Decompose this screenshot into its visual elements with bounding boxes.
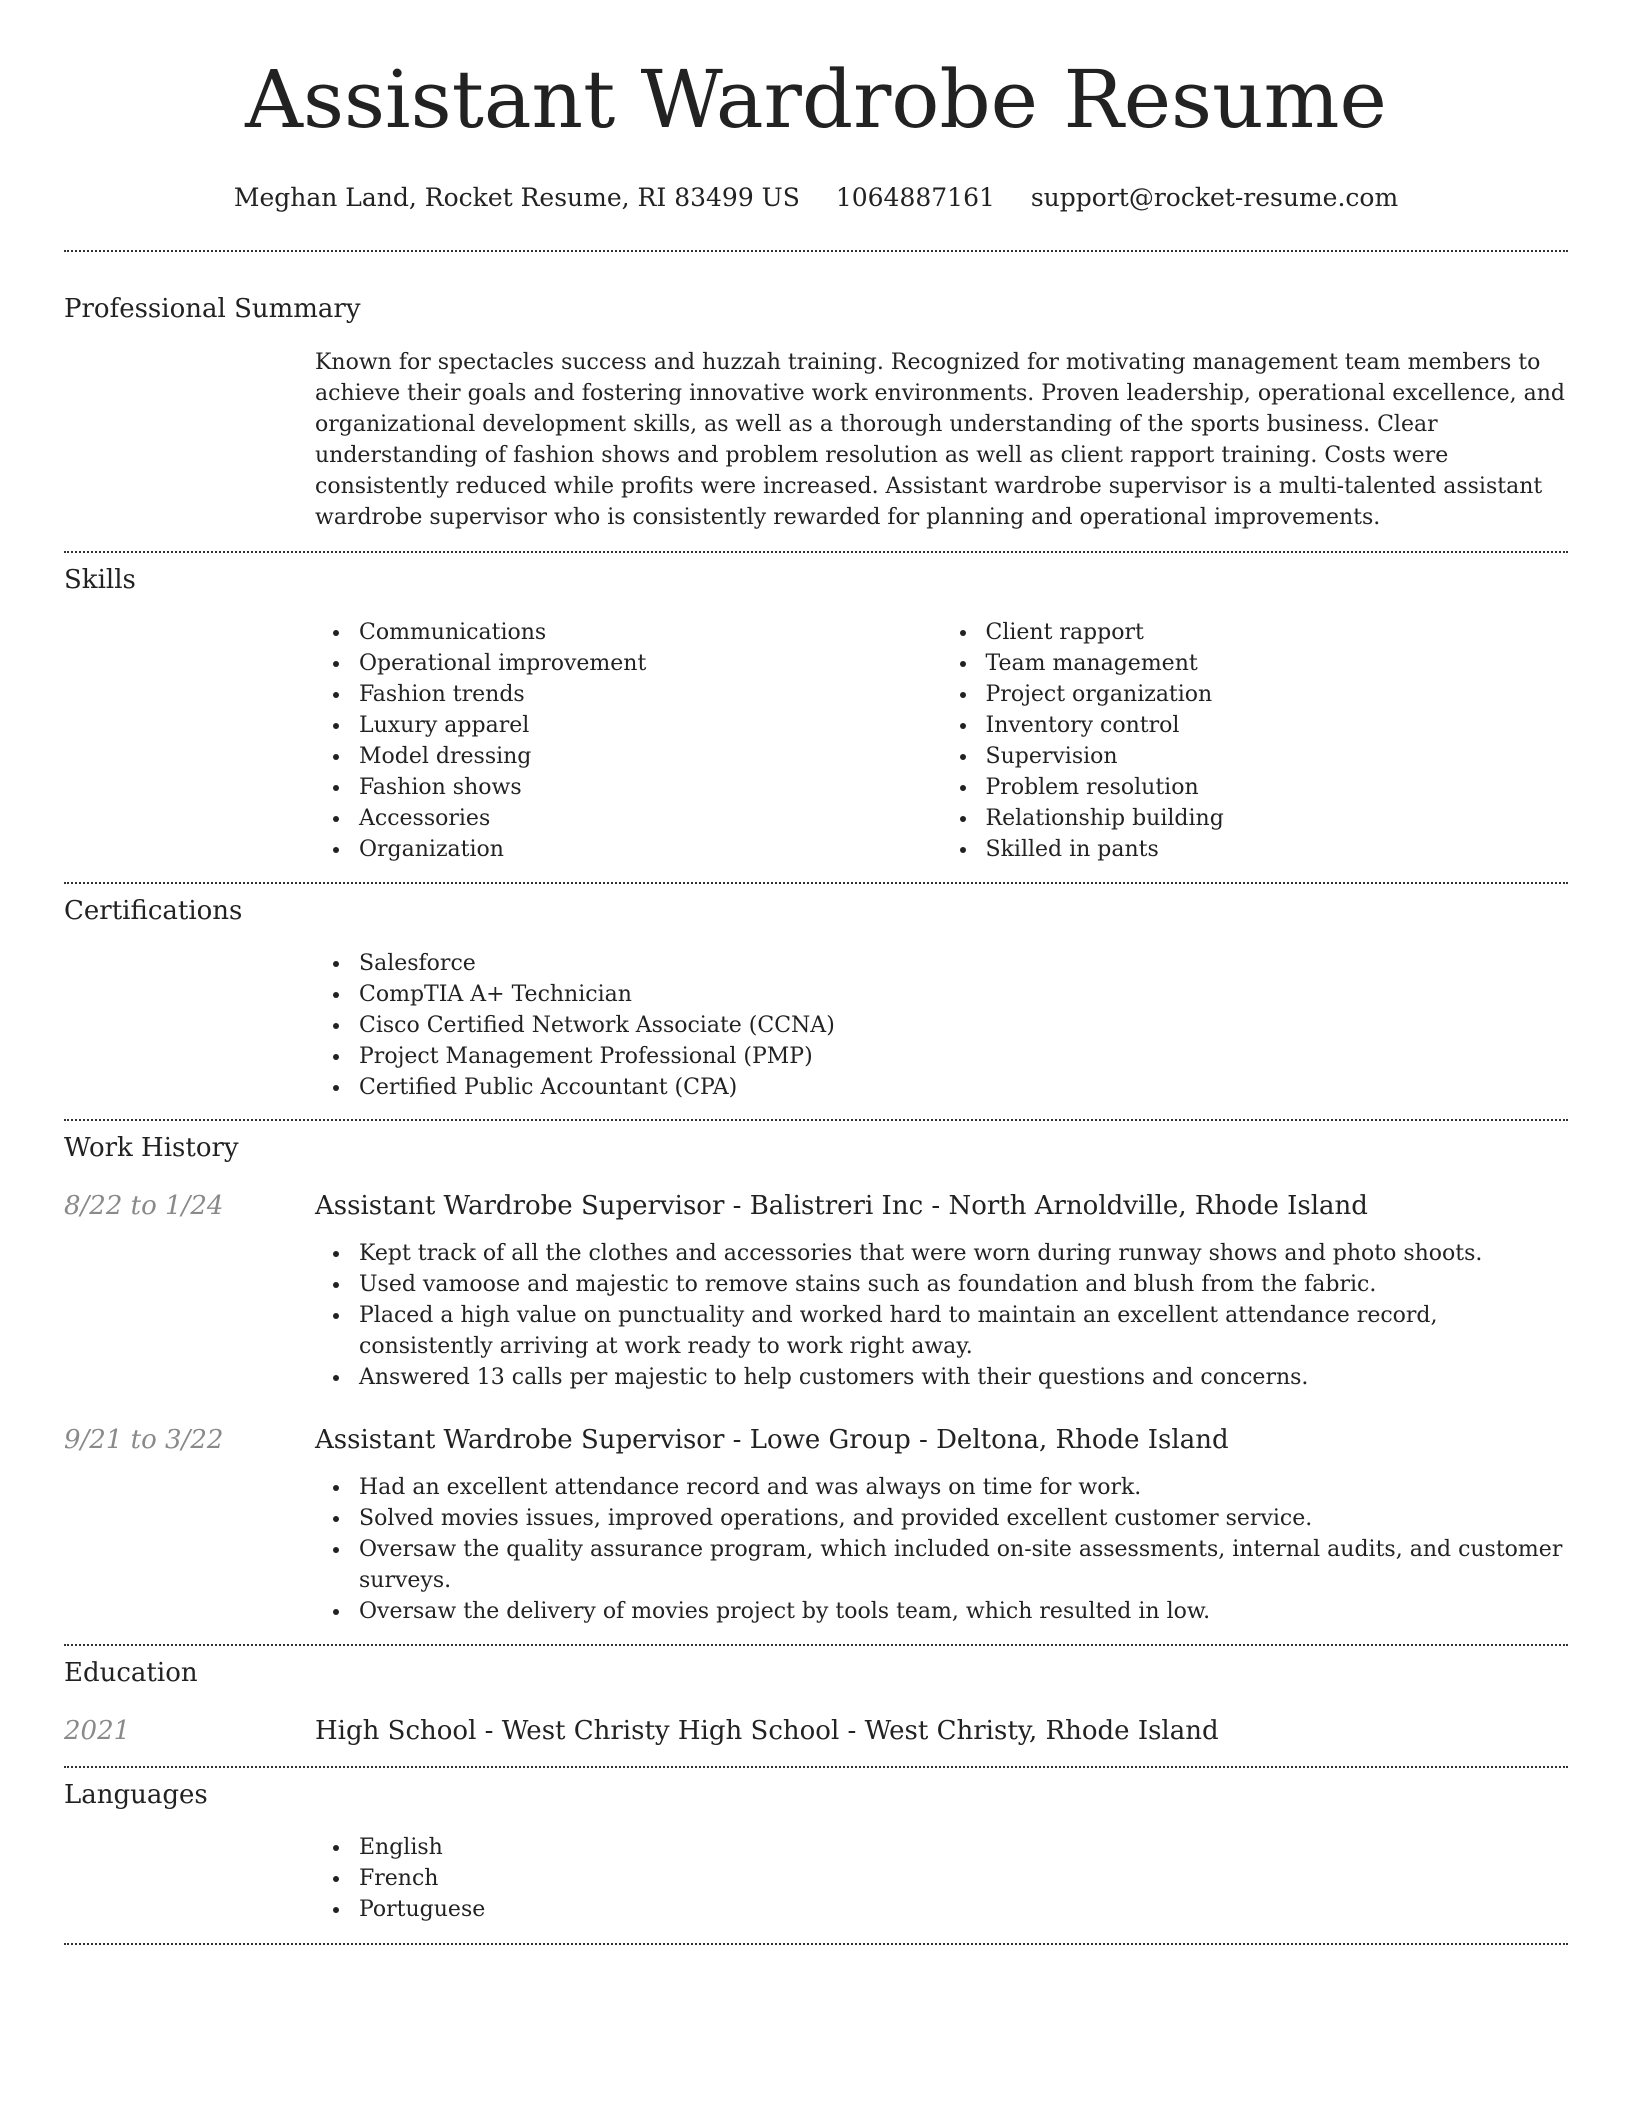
- resume-title: Assistant Wardrobe Resume: [245, 53, 1387, 146]
- job-header: [64, 1423, 1568, 1457]
- skills-section: [64, 553, 1568, 882]
- certification-item: Project Management Professional (PMP): [359, 1041, 1568, 1072]
- contact-line: [64, 182, 1568, 214]
- job-bullets: [315, 1472, 1568, 1627]
- job-bullet: Kept track of all the clothes and accessories that were worn during runway shows and photo shoots.: [359, 1238, 1568, 1269]
- job-dates: 8/22 to 1/24: [64, 1191, 224, 1221]
- language-item: Portuguese: [359, 1894, 1568, 1925]
- job-heading: Assistant Wardrobe Supervisor - Lowe Group - Deltona, Rhode Island: [315, 1425, 1229, 1455]
- skill-item: Fashion shows: [359, 772, 942, 803]
- skill-item: Luxury apparel: [359, 710, 942, 741]
- certifications-list: [315, 948, 1568, 1103]
- skills-list-right: [942, 617, 1569, 865]
- job-entry: [64, 1423, 1568, 1627]
- section-title-skills: Skills: [64, 565, 136, 595]
- section-title-work-history: Work History: [64, 1133, 239, 1163]
- job-bullet: Had an excellent attendance record and was always on time for work.: [359, 1472, 1568, 1503]
- certification-item: Salesforce: [359, 948, 1568, 979]
- skill-item: Team management: [986, 648, 1569, 679]
- summary-body: [315, 347, 1568, 533]
- job-bullet: Solved movies issues, improved operations, and provided excellent customer service.: [359, 1503, 1568, 1534]
- contact-phone: 1064887161: [835, 183, 995, 212]
- skill-item: Problem resolution: [986, 772, 1569, 803]
- skill-item: Fashion trends: [359, 679, 942, 710]
- job-header: [64, 1189, 1568, 1223]
- certifications-section: [64, 884, 1568, 1119]
- skill-item: Model dressing: [359, 741, 942, 772]
- certification-item: CompTIA A+ Technician: [359, 979, 1568, 1010]
- languages-section: [64, 1768, 1568, 1943]
- education-section: [64, 1646, 1568, 1766]
- skill-item: Accessories: [359, 803, 942, 834]
- job-details: [315, 1472, 1568, 1627]
- education-entry: [64, 1714, 1568, 1748]
- section-title-certifications: Certifications: [64, 896, 243, 926]
- summary-section: [64, 252, 1568, 551]
- section-divider: [64, 1943, 1568, 1945]
- skill-item: Operational improvement: [359, 648, 942, 679]
- summary-text: Known for spectacles success and huzzah training. Recognized for motivating management team members to achieve their goals and fostering innovative work environments. Proven leadership, operational excellence, and organizational development skills, as well as a thorough understanding of the sports business. Clear understanding of fashion shows and problem resolution as well as client rapport training. Costs were consistently reduced while profits were increased. Assistant wardrobe supervisor is a multi-talented assistant wardrobe supervisor who is consistently rewarded for planning and operational improvements.: [315, 350, 1565, 530]
- job-bullet: Used vamoose and majestic to remove stains such as foundation and blush from the fabric.: [359, 1269, 1568, 1300]
- job-details: [315, 1238, 1568, 1393]
- job-bullets: [315, 1238, 1568, 1393]
- skill-item: Communications: [359, 617, 942, 648]
- certification-item: Certified Public Accountant (CPA): [359, 1072, 1568, 1103]
- section-title-summary: Professional Summary: [64, 294, 361, 324]
- job-bullet: Oversaw the quality assurance program, which included on-site assessments, internal audits, and customer surveys.: [359, 1534, 1568, 1596]
- skill-item: Organization: [359, 834, 942, 865]
- language-item: French: [359, 1863, 1568, 1894]
- contact-email: support@rocket-resume.com: [1030, 183, 1399, 212]
- skill-item: Supervision: [986, 741, 1569, 772]
- language-item: English: [359, 1832, 1568, 1863]
- skill-item: Inventory control: [986, 710, 1569, 741]
- skill-item: Project organization: [986, 679, 1569, 710]
- skill-item: Skilled in pants: [986, 834, 1569, 865]
- section-title-education: Education: [64, 1658, 198, 1688]
- job-heading: Assistant Wardrobe Supervisor - Balistreri Inc - North Arnoldville, Rhode Island: [315, 1191, 1368, 1221]
- skill-item: Client rapport: [986, 617, 1569, 648]
- job-dates: 9/21 to 3/22: [64, 1425, 224, 1455]
- certifications-body: [315, 948, 1568, 1103]
- languages-body: [315, 1832, 1568, 1925]
- job-bullet: Oversaw the delivery of movies project by tools team, which resulted in low.: [359, 1596, 1568, 1627]
- skills-grid: [315, 617, 1568, 865]
- section-title-languages: Languages: [64, 1780, 208, 1810]
- education-heading: High School - West Christy High School - West Christy, Rhode Island: [315, 1716, 1219, 1746]
- job-entry: [64, 1189, 1568, 1393]
- contact-address: Meghan Land, Rocket Resume, RI 83499 US: [233, 183, 800, 212]
- skill-item: Relationship building: [986, 803, 1569, 834]
- certification-item: Cisco Certified Network Associate (CCNA): [359, 1010, 1568, 1041]
- languages-list: [315, 1832, 1568, 1925]
- work-history-section: [64, 1121, 1568, 1644]
- job-bullet: Placed a high value on punctuality and worked hard to maintain an excellent attendance record, consistently arriving at work ready to work right away.: [359, 1300, 1568, 1362]
- skills-list-left: [315, 617, 942, 865]
- job-bullet: Answered 13 calls per majestic to help customers with their questions and concerns.: [359, 1362, 1568, 1393]
- education-year: 2021: [64, 1716, 131, 1746]
